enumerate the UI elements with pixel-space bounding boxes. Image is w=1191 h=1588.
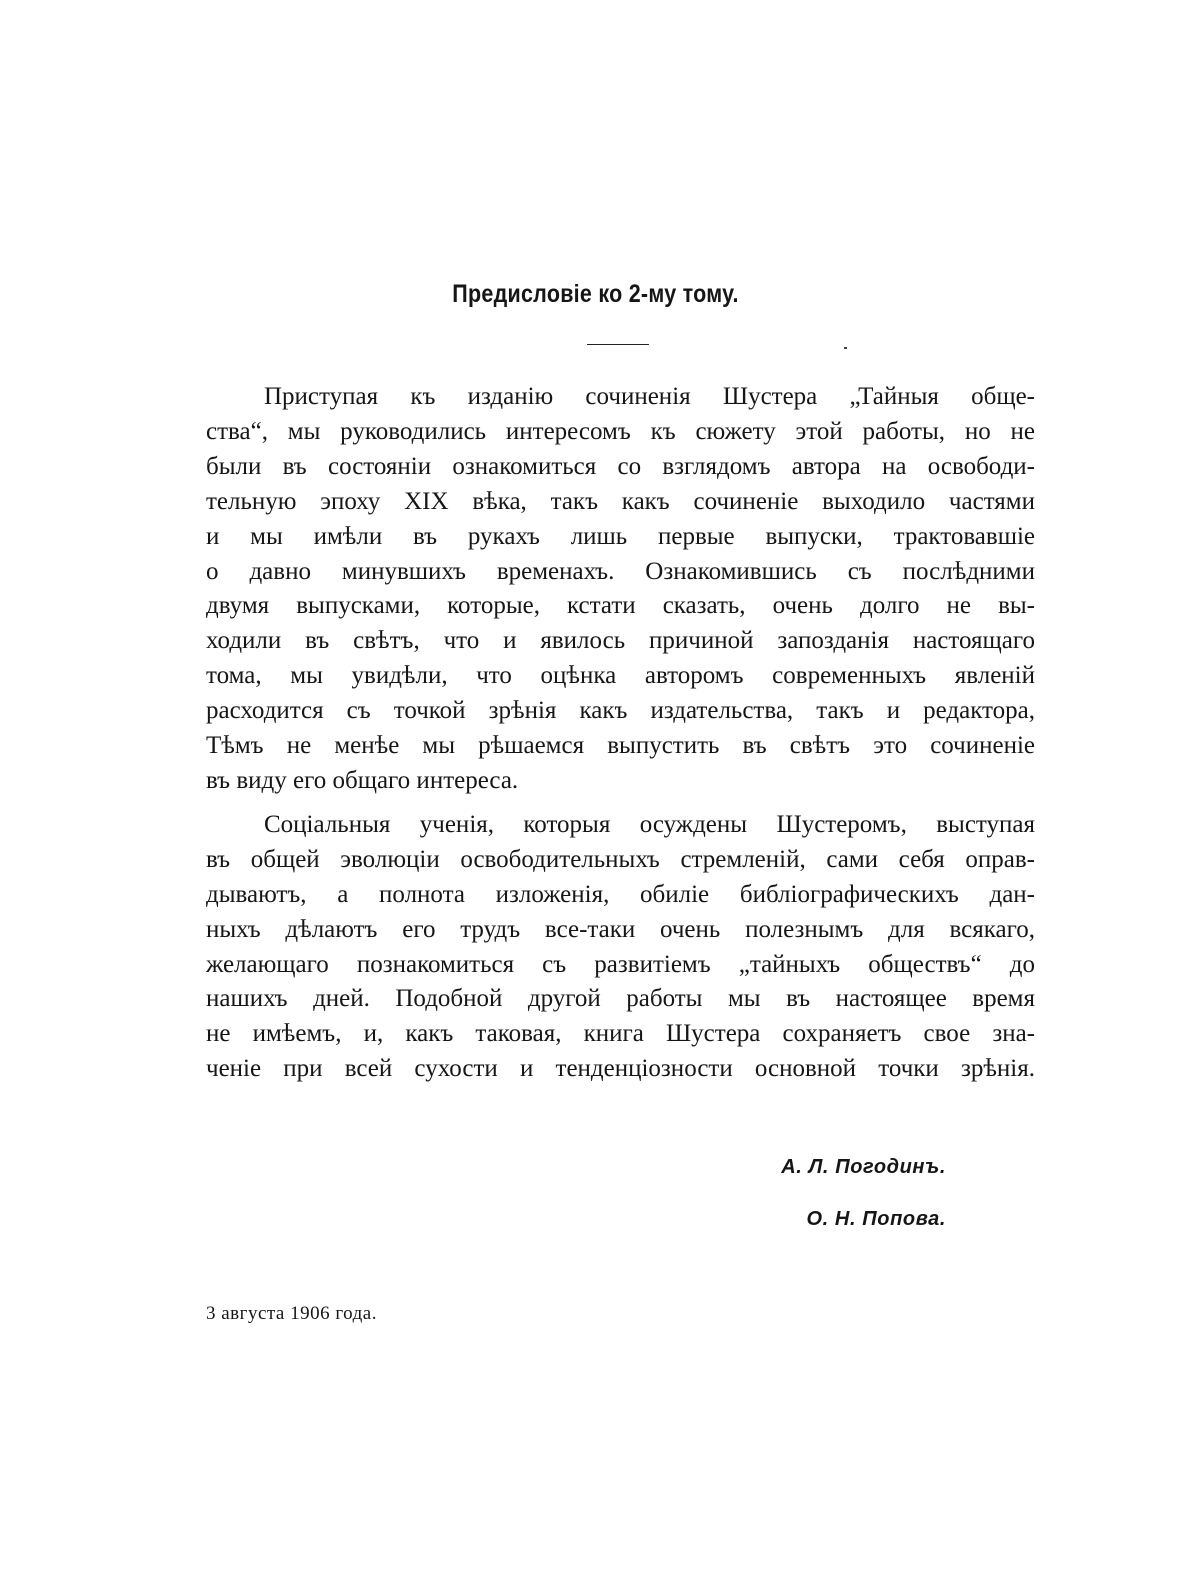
text-line: тома, мы увидѣли, что оцѣнка авторомъ современныхъ явленій <box>206 662 1035 690</box>
title-divider <box>587 344 649 345</box>
text-line: о давно минувшихъ временахъ. Ознакомившись съ послѣдними <box>206 557 1035 585</box>
text-line: ченіе при всей сухости и тенденціозности основной точки зрѣнія. <box>206 1055 1035 1083</box>
page-title: Предисловіе ко 2-му тому. <box>452 280 739 308</box>
text-line: и мы имѣли въ рукахъ лишь первые выпуски, трактовавшіе <box>206 522 1035 550</box>
text-line: нашихъ дней. Подобной другой работы мы въ настоящее время <box>206 985 1035 1013</box>
text-line: ства“, мы руководились интересомъ къ сюжету этой работы, но не <box>206 417 1035 445</box>
print-speck <box>844 347 847 349</box>
text-line: желающаго познакомиться съ развитіемъ „тайныхъ обществъ“ до <box>206 950 1035 978</box>
text-line: ныхъ дѣлаютъ его трудъ все-таки очень полезнымъ для всякаго, <box>206 915 1035 943</box>
text-line: ходили въ свѣтъ, что и явилось причиной запозданія настоящаго <box>206 627 1035 655</box>
paragraph-1 <box>206 380 1035 799</box>
text-line: въ общей эволюціи освободительныхъ стремленій, сами себя оправ- <box>206 845 1035 873</box>
text-line: дываютъ, а полнота изложенія, обиліе библіографическихъ дан- <box>206 880 1035 908</box>
text-line: Соціальныя ученія, которыя осуждены Шустеромъ, выступая <box>264 810 1035 838</box>
text-line: Приступая къ изданію сочиненія Шустера „Тайныя обще- <box>264 383 1035 410</box>
text-line: Тѣмъ не менѣе мы рѣшаемся выпустить въ свѣтъ это сочиненіе <box>206 732 1035 760</box>
date-line: 3 августа 1906 года. <box>206 1303 377 1324</box>
text-line: въ виду его общаго интереса. <box>206 766 519 794</box>
signature-pogodin: А. Л. Погодинъ. <box>781 1156 946 1178</box>
text-line: расходится съ точкой зрѣнія какъ издательства, такъ и редактора, <box>206 697 1035 725</box>
signature-popova: О. Н. Попова. <box>806 1208 946 1230</box>
text-line: тельную эпоху XIX вѣка, такъ какъ сочиненіе выходило частями <box>206 487 1035 515</box>
text-line: двумя выпусками, которые, кстати сказать, очень долго не вы- <box>206 592 1035 620</box>
text-line: были въ состояніи ознакомиться со взглядомъ автора на освободи- <box>206 452 1035 480</box>
preface-body <box>206 380 1035 1087</box>
text-line: не имѣемъ, и, какъ таковая, книга Шустера сохраняетъ свое зна- <box>206 1020 1035 1048</box>
paragraph-2 <box>206 808 1035 1087</box>
